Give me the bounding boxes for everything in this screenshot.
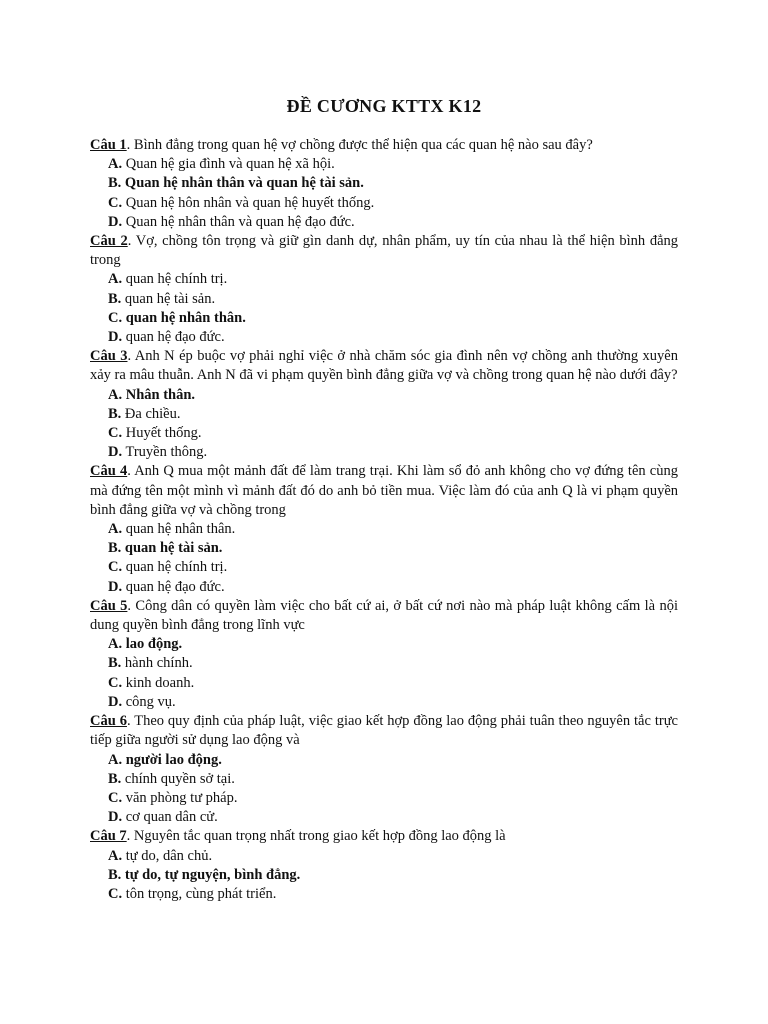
option-text: lao động.	[122, 636, 183, 653]
answer-option	[90, 885, 678, 904]
question-text	[90, 712, 678, 750]
option-letter: B.	[108, 866, 122, 883]
option-text: tự do, tự nguyện, bình đẳng.	[121, 866, 301, 883]
question-block	[90, 827, 678, 904]
answer-option	[90, 789, 678, 808]
question-block	[90, 232, 678, 347]
question-block	[90, 597, 678, 712]
question-block	[90, 136, 678, 232]
option-text: quan hệ đạo đức.	[122, 578, 225, 595]
option-letter: A.	[108, 271, 123, 288]
question-label: Câu 7	[90, 828, 127, 845]
option-text: kinh doanh.	[122, 674, 195, 691]
question-body: . Vợ, chồng tôn trọng và giữ gìn danh dự, nhân phẩm, uy tín của nhau là thể hiện bình đẳng trong	[90, 233, 679, 269]
question-label: Câu 1	[90, 137, 127, 153]
option-text: Quan hệ hôn nhân và quan hệ huyết thống.	[122, 194, 375, 211]
option-letter: B.	[108, 655, 122, 672]
answer-option	[90, 558, 678, 577]
question-label: Câu 2	[90, 233, 128, 250]
question-body: . Nguyên tắc quan trọng nhất trong giao kết hợp đồng lao động là	[126, 828, 506, 845]
question-body: . Theo quy định của pháp luật, việc giao kết hợp đồng lao động phải tuân theo nguyên tắc trực tiếp giữa người sử dụng lao động và	[90, 713, 678, 749]
answer-option	[90, 674, 678, 693]
option-letter: D.	[108, 213, 123, 230]
answer-option	[90, 808, 678, 827]
option-text: chính quyền sở tại.	[121, 770, 235, 787]
question-block	[90, 712, 678, 827]
question-text	[90, 597, 678, 635]
document-title: ĐỀ CƯƠNG KTTX K12	[286, 96, 482, 116]
answer-option-correct	[90, 309, 678, 328]
option-text: quan hệ tài sản.	[121, 290, 216, 307]
answer-option	[90, 424, 678, 443]
answer-option	[90, 520, 678, 539]
option-letter: D.	[108, 809, 123, 826]
option-letter: D.	[108, 329, 123, 346]
answer-option-correct	[90, 386, 678, 405]
option-letter: C.	[108, 559, 123, 576]
option-letter: B.	[108, 405, 122, 422]
answer-option-correct	[90, 539, 678, 558]
option-text: quan hệ chính trị.	[122, 559, 228, 576]
answer-option	[90, 847, 678, 866]
option-letter: A.	[108, 847, 123, 864]
option-letter: C.	[108, 425, 123, 442]
option-letter: A.	[108, 521, 123, 538]
question-text	[90, 347, 678, 385]
answer-option	[90, 405, 678, 424]
answer-option	[90, 270, 678, 289]
answer-option	[90, 290, 678, 309]
option-text: Nhân thân.	[122, 386, 196, 403]
option-text: cơ quan dân cử.	[122, 809, 218, 826]
answer-option	[90, 443, 678, 462]
option-letter: C.	[108, 885, 123, 902]
answer-option	[90, 213, 678, 232]
option-text: quan hệ chính trị.	[122, 271, 228, 288]
question-text	[90, 232, 678, 270]
answer-option-correct	[90, 635, 678, 654]
answer-option-correct	[90, 174, 678, 193]
option-letter: D.	[108, 578, 123, 595]
question-body: . Anh Q mua một mảnh đất để làm trang trại. Khi làm sổ đỏ anh không cho vợ đứng tên cùng mà đứng tên một mình vì mảnh đất đó do anh bỏ tiền mua. Việc làm đó của anh Q là vi phạm quyền bình đẳng giữa vợ và chồng trong	[90, 463, 678, 518]
question-body: . Công dân có quyền làm việc cho bất cứ ai, ở bất cứ nơi nào mà pháp luật không cấm là nội dung quyền bình đẳng trong lĩnh vực	[90, 597, 678, 634]
question-body: . Anh N ép buộc vợ phải nghỉ việc ở nhà chăm sóc gia đình nên vợ chồng anh thường xuyên xảy ra mâu thuẫn. Anh N đã vi phạm quyền bình đẳng giữa vợ và chồng trong quan hệ nào dưới đây?	[90, 348, 678, 384]
option-letter: B.	[108, 175, 122, 192]
answer-option	[90, 194, 678, 213]
option-text: quan hệ nhân thân.	[122, 309, 246, 326]
option-text: hành chính.	[121, 655, 193, 672]
option-letter: B.	[108, 290, 122, 307]
question-block	[90, 347, 678, 462]
question-block	[90, 462, 678, 596]
option-letter: B.	[108, 540, 122, 557]
option-text: Quan hệ nhân thân và quan hệ đạo đức.	[122, 213, 355, 230]
question-list	[90, 136, 678, 904]
answer-option	[90, 578, 678, 597]
option-letter: A.	[108, 636, 123, 653]
answer-option	[90, 328, 678, 347]
option-text: Đa chiều.	[121, 405, 181, 422]
option-letter: B.	[108, 770, 122, 787]
question-text	[90, 462, 678, 520]
option-letter: A.	[108, 386, 123, 403]
option-text: Huyết thống.	[122, 425, 202, 442]
option-letter: A.	[108, 751, 123, 768]
option-text: tự do, dân chủ.	[122, 847, 213, 864]
option-text: quan hệ nhân thân.	[122, 521, 236, 538]
answer-option	[90, 155, 678, 174]
answer-option	[90, 654, 678, 673]
option-text: văn phòng tư pháp.	[122, 789, 238, 806]
question-text	[90, 136, 678, 155]
option-text: người lao động.	[122, 751, 222, 768]
option-letter: D.	[108, 444, 123, 461]
option-letter: C.	[108, 674, 123, 691]
question-label: Câu 4	[90, 463, 128, 480]
option-text: Quan hệ nhân thân và quan hệ tài sản.	[121, 175, 364, 192]
answer-option	[90, 693, 678, 712]
option-letter: A.	[108, 156, 123, 173]
answer-option	[90, 770, 678, 789]
answer-option-correct	[90, 866, 678, 885]
option-letter: C.	[108, 194, 123, 211]
option-text: Quan hệ gia đình và quan hệ xã hội.	[122, 156, 335, 173]
option-text: tôn trọng, cùng phát triển.	[122, 885, 277, 902]
question-label: Câu 6	[90, 713, 127, 730]
option-text: Truyền thông.	[122, 444, 208, 461]
question-label: Câu 5	[90, 597, 128, 614]
question-label: Câu 3	[90, 348, 128, 365]
option-letter: C.	[108, 789, 123, 806]
option-letter: D.	[108, 693, 123, 710]
option-text: công vụ.	[122, 693, 176, 710]
answer-option-correct	[90, 751, 678, 770]
question-text	[90, 827, 678, 846]
option-text: quan hệ đạo đức.	[122, 329, 225, 346]
option-text: quan hệ tài sản.	[121, 540, 223, 557]
question-body: . Bình đẳng trong quan hệ vợ chồng được thể hiện qua các quan hệ nào sau đây?	[126, 137, 593, 153]
option-letter: C.	[108, 309, 123, 326]
